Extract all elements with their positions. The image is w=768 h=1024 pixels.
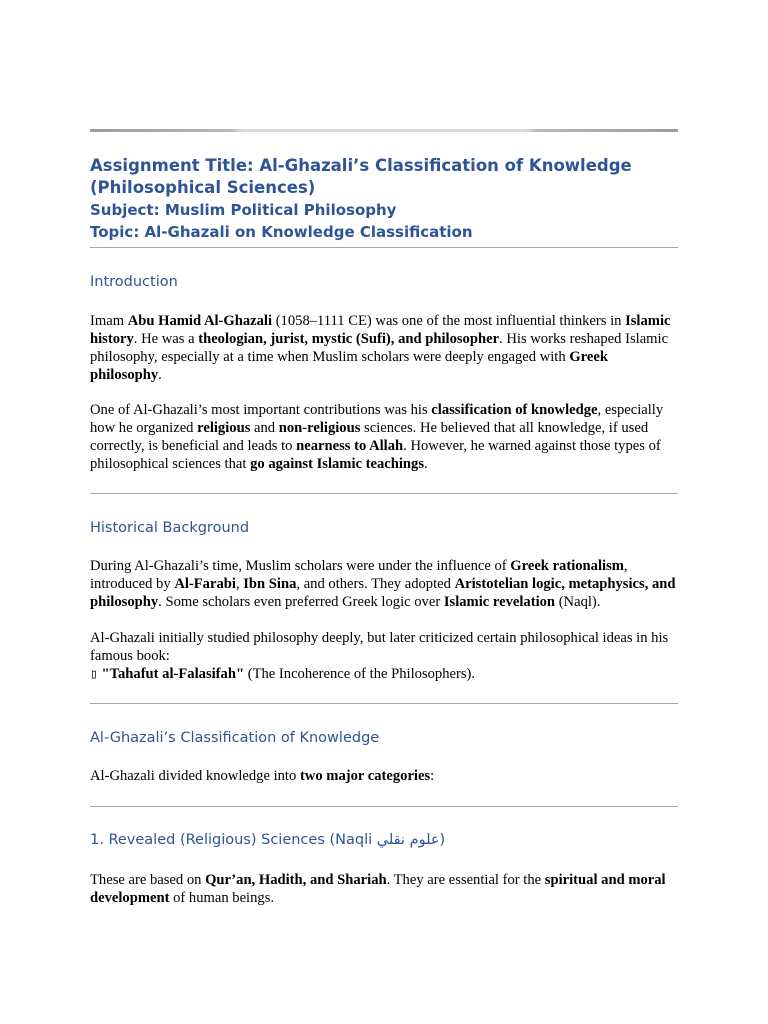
classification-heading: Al-Ghazali’s Classification of Knowledge	[90, 730, 380, 746]
section-divider	[90, 806, 678, 807]
section-divider	[90, 247, 678, 248]
intro-paragraph-2: One of Al-Ghazali’s most important contributions was his classification of knowledge, especially how he organized religious and non-religious sciences. He believed that all knowledge, if used correctly, is beneficial and leads to nearness to Allah. However, he warned against those types of philosophical sciences that go against Islamic teachings.	[90, 402, 664, 472]
classification-paragraph: Al-Ghazali divided knowledge into two major categories:	[90, 768, 435, 784]
section-divider	[90, 493, 678, 494]
assignment-title-line1: Assignment Title: Al-Ghazali’s Classification of Knowledge	[90, 156, 632, 175]
topic-line: Topic: Al-Ghazali on Knowledge Classification	[90, 223, 473, 241]
missing-glyph-icon: ▯	[90, 667, 98, 682]
intro-paragraph-1: Imam Abu Hamid Al-Ghazali (1058–1111 CE) was one of the most influential thinkers in Islamic history. He was a theologian, jurist, mystic (Sufi), and philosopher. His works reshaped Islamic philosophy, especially at a time when Muslim scholars were deeply engaged with Greek philosophy.	[90, 313, 671, 383]
subject-line: Subject: Muslim Political Philosophy	[90, 201, 397, 219]
background-paragraph-2: Al-Ghazali initially studied philosophy deeply, but later criticized certain philosophical ideas in his famous book: ▯ "Tahafut al-Falasifah" (The Incoherence of the Philosophers).	[90, 630, 669, 682]
revealed-paragraph: These are based on Qur’an, Hadith, and Shariah. They are essential for the spiritual and moral development of human beings.	[90, 872, 666, 906]
title-block	[90, 155, 678, 243]
background-paragraph-1: During Al-Ghazali’s time, Muslim scholars were under the influence of Greek rationalism, introduced by Al-Farabi, Ibn Sina, and others. They adopted Aristotelian logic, metaphysics, and philosophy. Some scholars even preferred Greek logic over Islamic revelation (Naql).	[90, 558, 676, 610]
assignment-title-line2: (Philosophical Sciences)	[90, 178, 316, 197]
book-title: "Tahafut al-Falasifah"	[101, 666, 245, 682]
section-divider	[90, 703, 678, 704]
introduction-heading: Introduction	[90, 274, 178, 290]
revealed-sciences-heading: 1. Revealed (Religious) Sciences (Naqli علوم نقلي)	[90, 832, 446, 848]
top-divider	[90, 129, 678, 132]
historical-background-heading: Historical Background	[90, 520, 250, 536]
